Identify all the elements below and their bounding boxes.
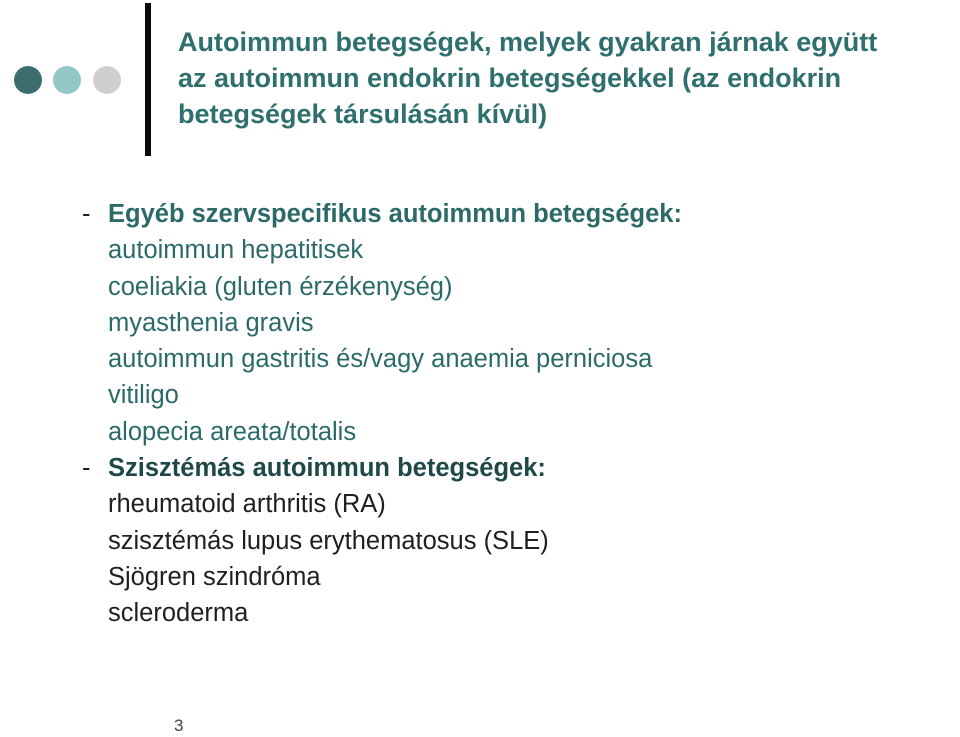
list-item: Sjögren szindróma [108, 562, 321, 591]
page-number: 3 [174, 716, 184, 735]
list-item: scleroderma [108, 599, 249, 628]
slide-body [82, 196, 942, 632]
decor-dot-dark [14, 66, 42, 94]
list-item: rheumatoid arthritis (RA) [108, 490, 386, 519]
title-vertical-bar [145, 3, 151, 156]
title-line-1: Autoimmun betegségek, melyek gyakran járnak együtt [178, 27, 878, 57]
section-heading-systemic [82, 450, 942, 486]
list-item: autoimmun hepatitisek [108, 236, 364, 265]
section-heading-organ-specific [82, 196, 942, 232]
list-item: myasthenia gravis [108, 308, 314, 337]
heading-text: Szisztémás autoimmun betegségek: [108, 454, 546, 483]
heading-text: Egyéb szervspecifikus autoimmun betegségek: [108, 200, 682, 228]
slide-title [178, 24, 953, 132]
list-item: alopecia areata/totalis [108, 417, 357, 446]
list-item: vitiligo [108, 381, 179, 410]
title-line-2: az autoimmun endokrin betegségekkel (az endokrin [178, 63, 842, 93]
bullet-dash: - [82, 200, 91, 228]
list-item: coeliakia (gluten érzékenység) [108, 272, 453, 301]
decor-dot-light [53, 66, 81, 94]
list-item: autoimmun gastritis és/vagy anaemia perniciosa [108, 345, 653, 374]
title-line-3: betegségek társulásán kívül) [178, 99, 548, 129]
list-item: szisztémás lupus erythematosus (SLE) [108, 526, 549, 555]
decor-dot-grey [93, 66, 121, 94]
bullet-dash: - [82, 454, 91, 483]
